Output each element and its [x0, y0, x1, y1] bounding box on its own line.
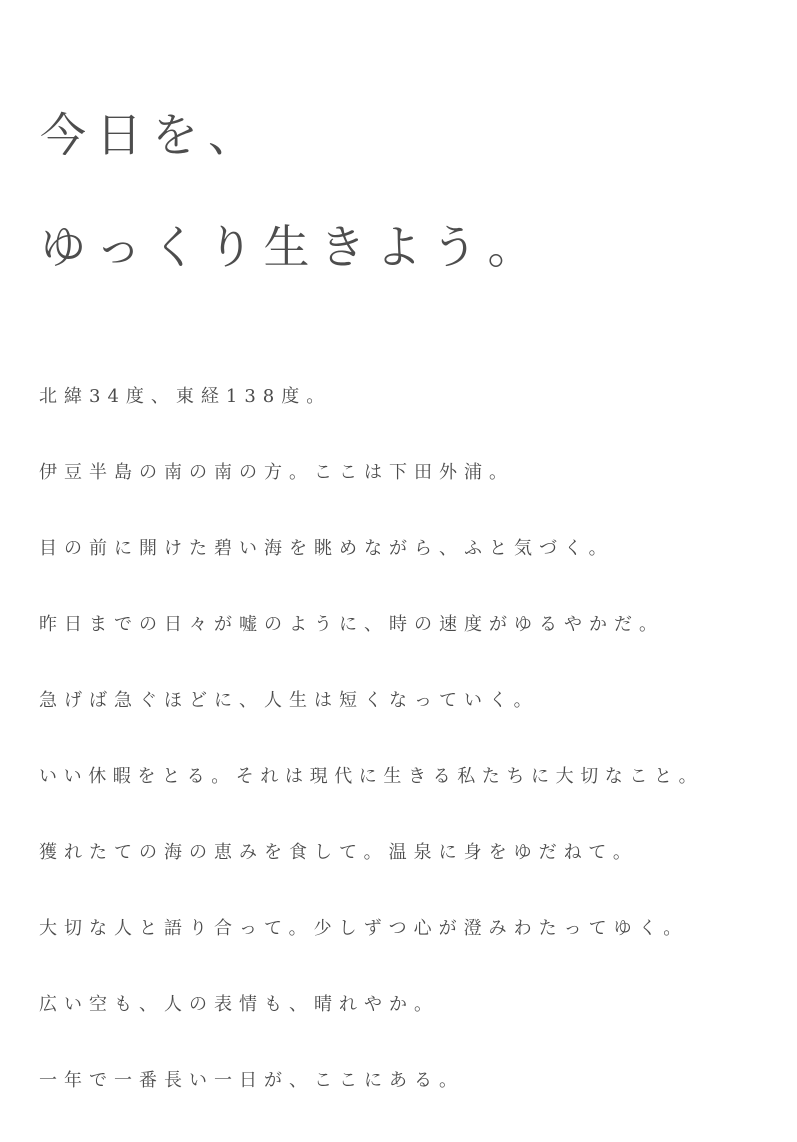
- body-text: [39, 364, 789, 1142]
- body-line: 目の前に開けた碧い海を眺めながら、ふと気づく。: [39, 538, 614, 559]
- body-line: いい休暇をとる。それは現代に生きる私たちに大切なこと。: [39, 766, 704, 787]
- heading-line-2: ゆっくり生きよう。: [40, 220, 544, 274]
- body-line: 広い空も、人の表情も、晴れやか。: [39, 994, 439, 1015]
- body-line: 昨日までの日々が嘘のように、時の速度がゆるやかだ。: [39, 614, 664, 635]
- body-line: 大切な人と語り合って。少しずつ心が澄みわたってゆく。: [39, 918, 689, 939]
- body-line: 急げば急ぐほどに、人生は短くなっていく。: [39, 690, 539, 711]
- body-line: 獲れたての海の恵みを食して。温泉に身をゆだねて。: [39, 842, 638, 863]
- body-line: 伊豆半島の南の南の方。ここは下田外浦。: [39, 462, 514, 483]
- body-line: 一年で一番長い一日が、ここにある。: [39, 1070, 464, 1091]
- body-line: 北緯34度、東経138度。: [39, 386, 332, 407]
- heading-line-1: 今日を、: [40, 108, 264, 162]
